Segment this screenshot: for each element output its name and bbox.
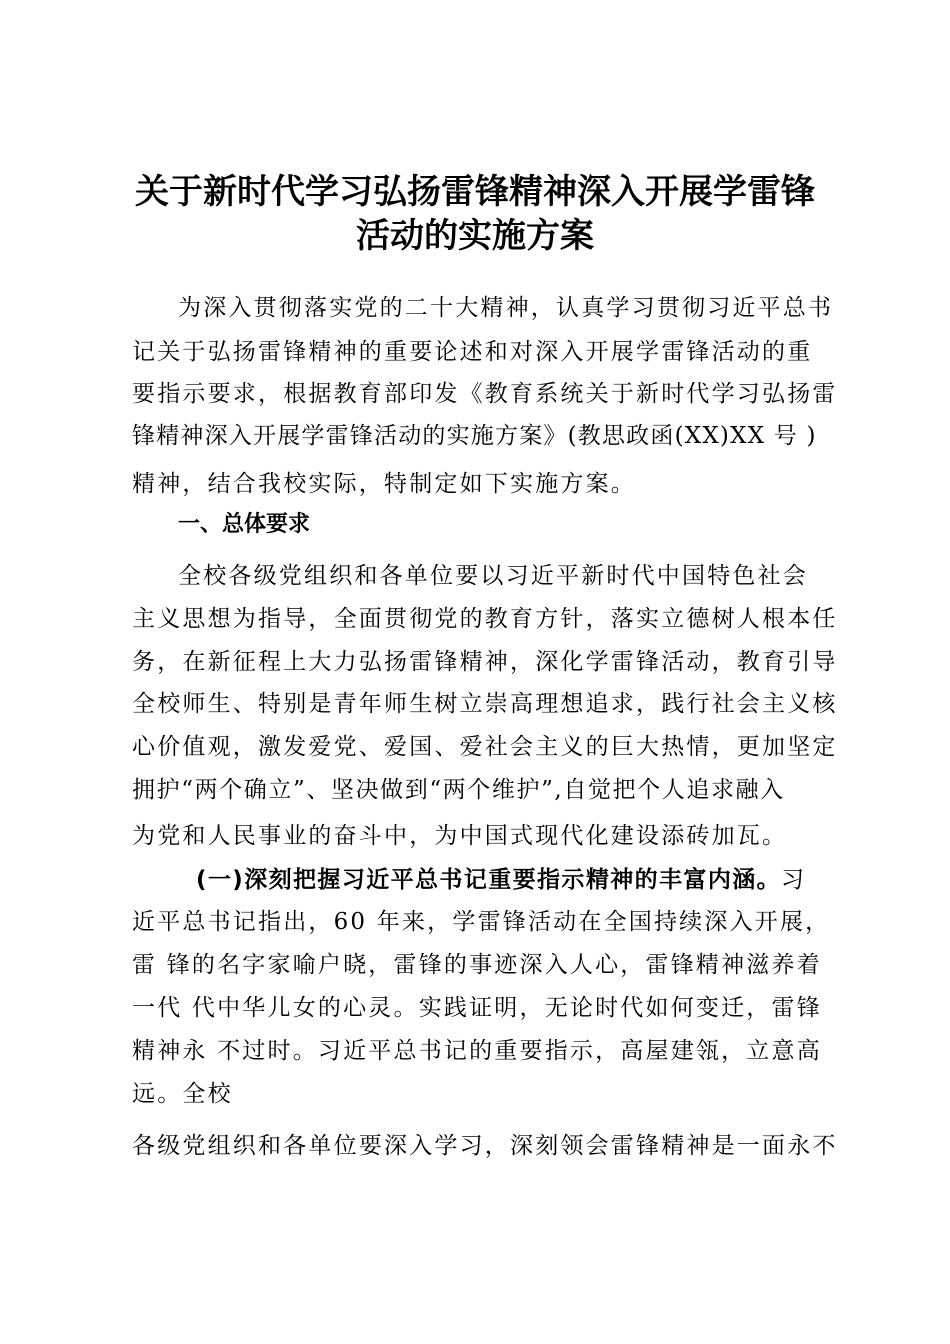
subsection-1-lead-tail: 习 xyxy=(781,867,807,893)
subsection-1-line-1: 近平总书记指出，60 年来，学雷锋活动在全国持续深入开展， xyxy=(132,909,831,935)
section1-line-7: 为党和人民事业的奋斗中，为中国式现代化建设添砖加瓦。 xyxy=(132,823,788,849)
continuation-line: 各级党组织和各单位要深入学习，深刻领会雷锋精神是一面永不 xyxy=(132,1133,838,1159)
section-heading-general-requirements: 一、总体要求 xyxy=(178,512,311,537)
intro-line-4: 锋精神深入开展学雷锋活动的实施方案》(教思政函(XX)XX 号 ) xyxy=(132,423,817,449)
subsection-1-lead-line xyxy=(196,864,896,896)
section1-line-6: 拥护“两个确立”、坚决做到“两个维护”,自觉把个人追求融入 xyxy=(132,777,785,803)
subsection-1-heading: (一)深刻把握习近平总书记重要指示精神的丰富内涵。 xyxy=(196,867,782,893)
subsection-1-line-2: 雷 锋的名字家喻户晓，雷锋的事迹深入人心，雷锋精神滋养着 xyxy=(132,952,822,978)
document-title-line-2: 活动的实施方案 xyxy=(356,216,594,256)
intro-line-3: 要指示要求，根据教育部印发《教育系统关于新时代学习弘扬雷 xyxy=(132,381,838,407)
intro-line-2: 记关于弘扬雷锋精神的重要论述和对深入开展学雷锋活动的重 xyxy=(132,339,813,365)
intro-line-5: 精神，结合我校实际，特制定如下实施方案。 xyxy=(132,471,636,497)
section1-line-2: 主义思想为指导，全面贯彻党的教育方针，落实立德树人根本任 xyxy=(132,606,838,632)
subsection-1-line-4: 精神永 不过时。习近平总书记的重要指示，高屋建瓴，立意高 xyxy=(132,1038,822,1064)
section1-line-1: 全校各级党组织和各单位要以习近平新时代中国特色社会 xyxy=(178,563,808,589)
section1-line-4: 全校师生、特别是青年师生树立崇高理想追求，践行社会主义核 xyxy=(132,691,838,717)
intro-line-1: 为深入贯彻落实党的二十大精神，认真学习贯彻习近平总书 xyxy=(178,295,834,321)
section1-line-3: 务，在新征程上大力弘扬雷锋精神，深化学雷锋活动，教育引导 xyxy=(132,649,838,675)
subsection-1-line-3: 一代 代中华儿女的心灵。实践证明，无论时代如何变迁，雷锋 xyxy=(132,995,822,1021)
section1-line-5: 心价值观，激发爱党、爱国、爱社会主义的巨大热情，更加坚定 xyxy=(132,734,838,760)
document-title-line-1: 关于新时代学习弘扬雷锋精神深入开展学雷锋 xyxy=(135,172,815,212)
subsection-1-line-5: 远。全校 xyxy=(132,1081,233,1107)
